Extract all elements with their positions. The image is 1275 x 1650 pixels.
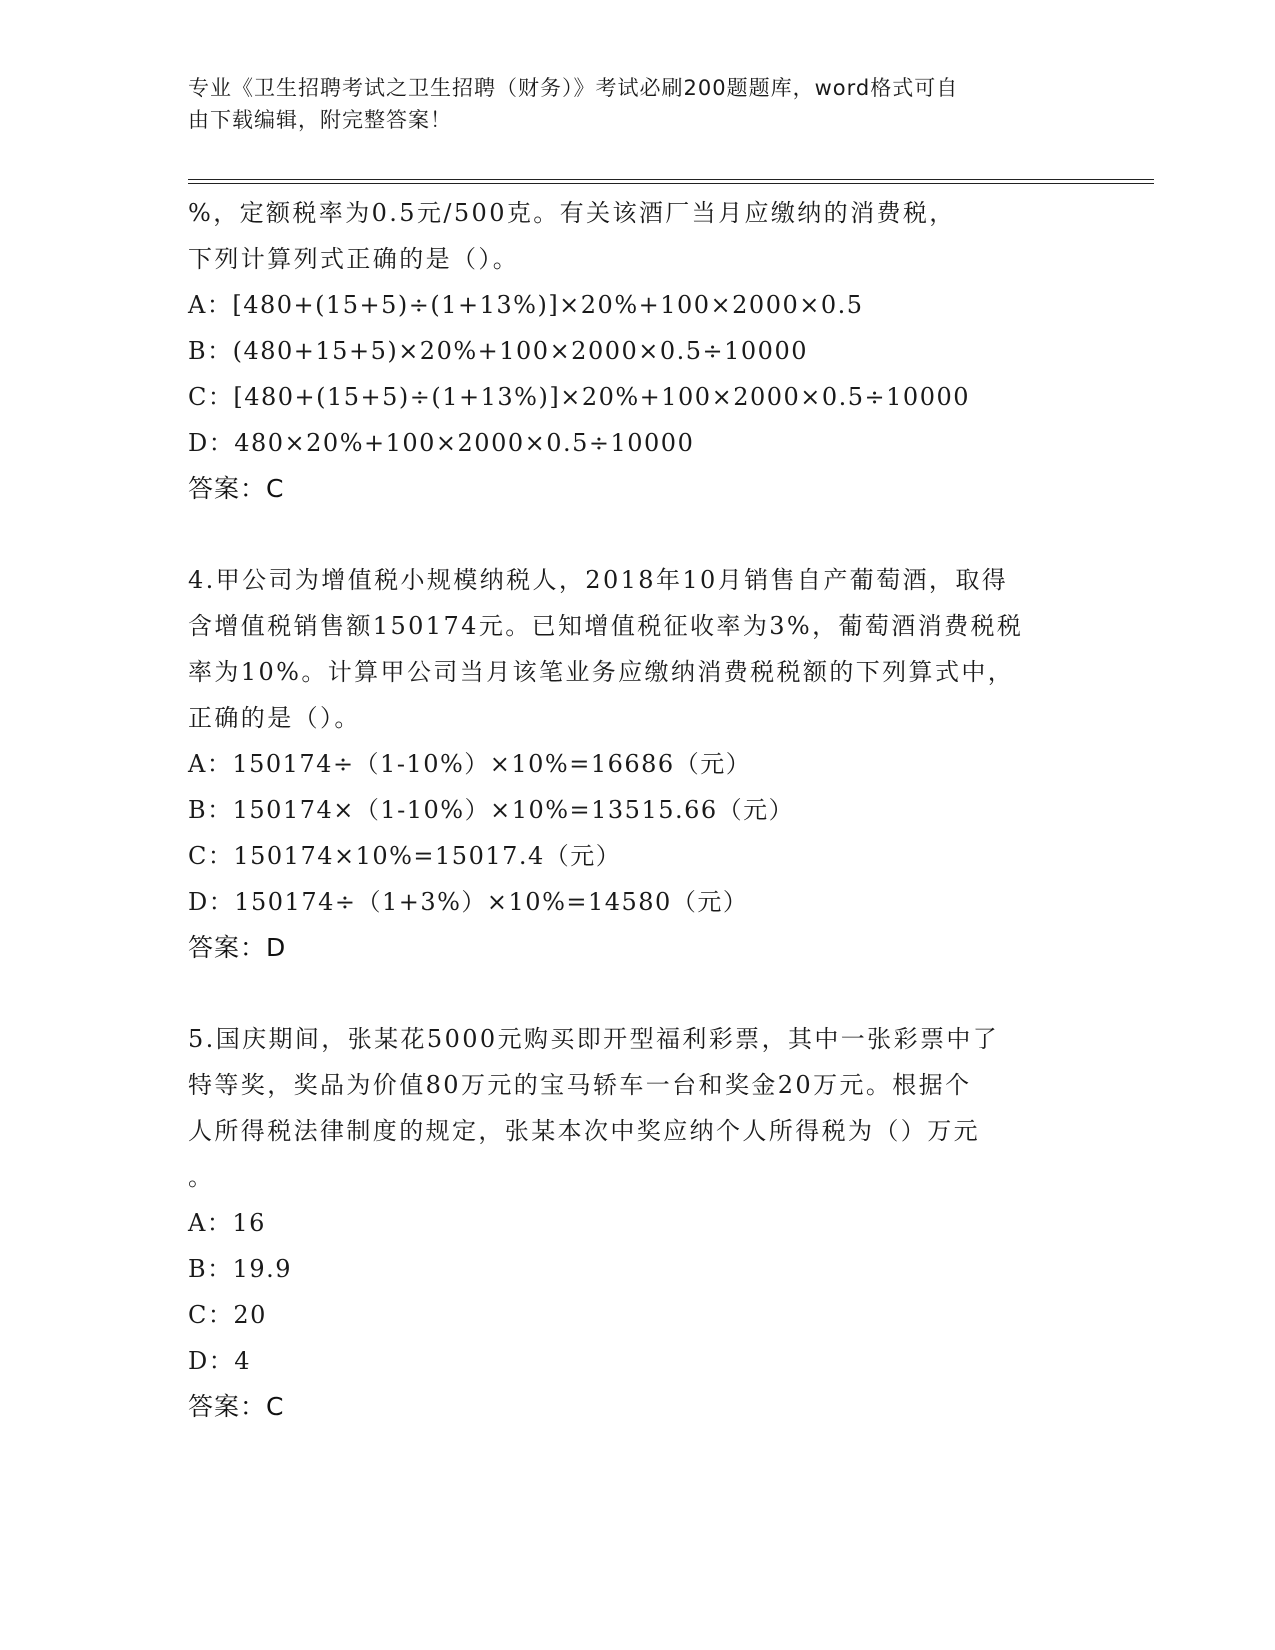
option-a: A：150174÷（1-10%）×10%=16686（元）	[188, 750, 752, 778]
question-3	[188, 190, 1088, 512]
option-c: C：[480+(15+5)÷(1+13%)]×20%+100×2000×0.5÷10000	[188, 383, 971, 411]
answer: 答案：C	[188, 474, 285, 503]
option-c: C：150174×10%=15017.4（元）	[188, 842, 622, 870]
option-a: A：16	[188, 1209, 266, 1237]
option-b: B：150174×（1-10%）×10%=13515.66（元）	[188, 796, 795, 824]
stem-line: 人所得税法律制度的规定，张某本次中奖应纳个人所得税为（）万元	[188, 1117, 980, 1145]
stem-line: 率为10%。计算甲公司当月该笔业务应缴纳消费税税额的下列算式中，	[188, 658, 1015, 686]
question-4	[188, 557, 1088, 971]
stem-line: 下列计算列式正确的是（）。	[188, 245, 520, 273]
option-d: D：150174÷（1+3%）×10%=14580（元）	[188, 888, 749, 916]
stem-line: 正确的是（）。	[188, 704, 361, 732]
stem-line: 4.甲公司为增值税小规模纳税人，2018年10月销售自产葡萄酒，取得	[188, 566, 1009, 594]
stem-line: 含增值税销售额150174元。已知增值税征收率为3%，葡萄酒消费税税	[188, 612, 1024, 640]
answer: 答案：D	[188, 933, 287, 962]
option-d: D：480×20%+100×2000×0.5÷10000	[188, 429, 695, 457]
question-5	[188, 1016, 1088, 1430]
question-stem	[188, 190, 1088, 282]
header-line: 由下载编辑，附完整答案！	[188, 108, 452, 132]
stem-line: 。	[188, 1163, 215, 1191]
stem-line: 特等奖，奖品为价值80万元的宝马轿车一台和奖金20万元。根据个	[188, 1071, 972, 1099]
answer: 答案：C	[188, 1392, 285, 1421]
question-stem	[188, 1016, 1088, 1200]
question-list	[188, 190, 1088, 1430]
document-header	[188, 72, 1088, 136]
option-b: B：19.9	[188, 1255, 293, 1283]
option-c: C：20	[188, 1301, 267, 1329]
stem-line: 5.国庆期间，张某花5000元购买即开型福利彩票，其中一张彩票中了	[188, 1025, 1000, 1053]
stem-line: %，定额税率为0.5元/500克。有关该酒厂当月应缴纳的消费税，	[188, 199, 956, 227]
option-a: A：[480+(15+5)÷(1+13%)]×20%+100×2000×0.5	[188, 291, 864, 319]
option-d: D：4	[188, 1347, 252, 1375]
option-b: B：(480+15+5)×20%+100×2000×0.5÷10000	[188, 337, 808, 365]
header-divider	[188, 179, 1154, 180]
header-line: 专业《卫生招聘考试之卫生招聘（财务）》考试必刷200题题库，word格式可自	[188, 76, 959, 100]
header-divider	[188, 183, 1154, 184]
question-stem	[188, 557, 1088, 741]
